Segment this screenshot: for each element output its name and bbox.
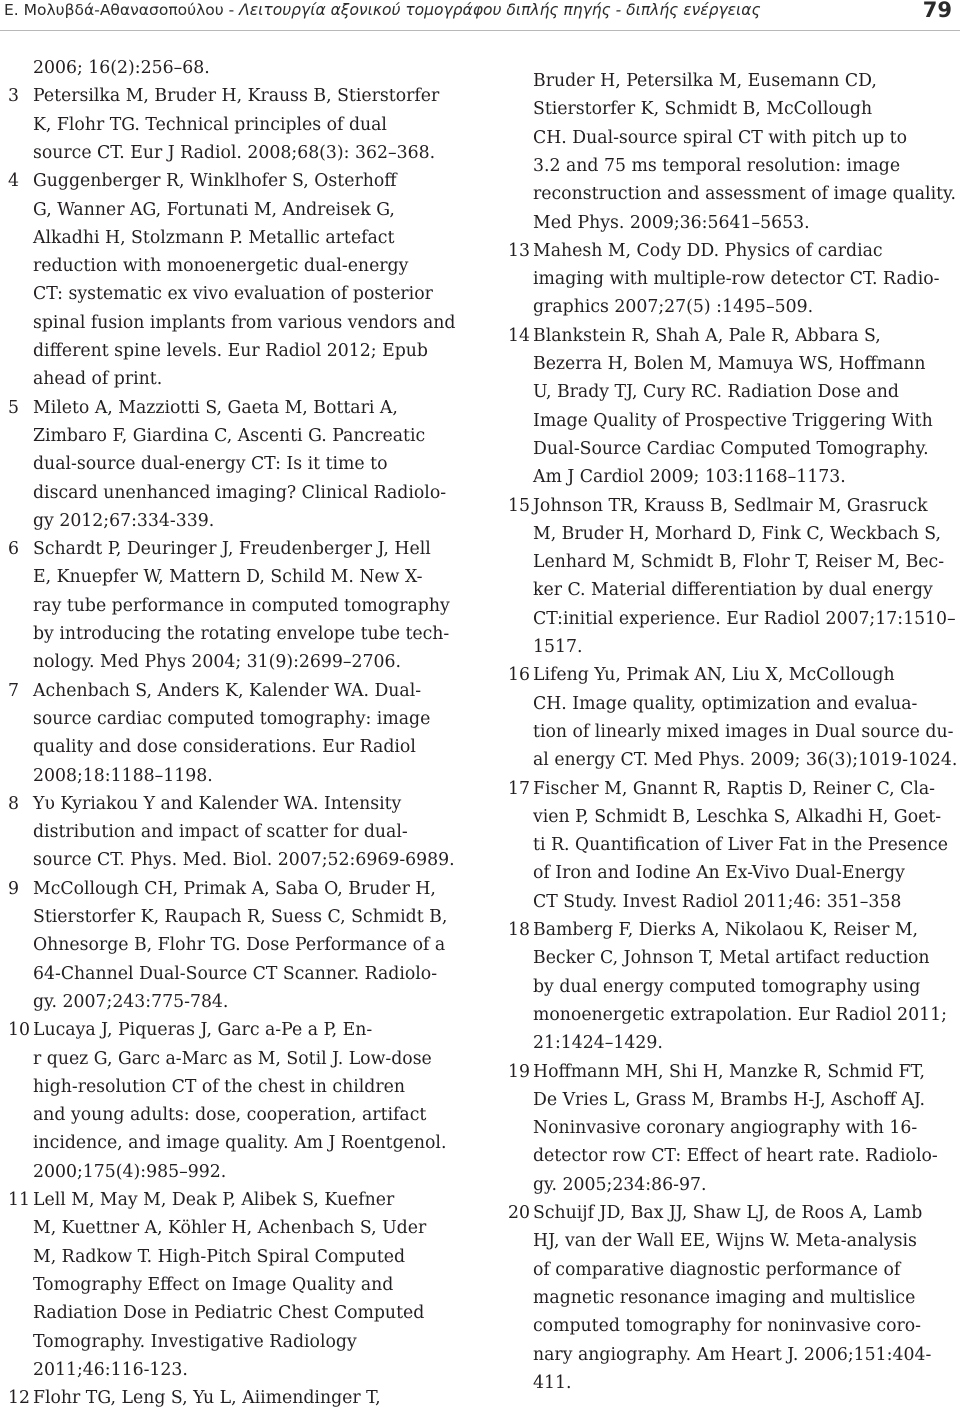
- reference-text-line: CT Study. Invest Radiol 2011;46: 351–358: [533, 891, 902, 912]
- reference-text-line: CH. Image quality, optimization and evalua-: [533, 693, 918, 714]
- reference-text-line: Lell M, May M, Deak P, Alibek S, Kuefner: [33, 1190, 395, 1210]
- reference-text-line: 2006; 16(2):256–68.: [33, 58, 210, 78]
- reference-text-line: al energy CT. Med Phys. 2009; 36(3);1019-1024.: [533, 750, 958, 771]
- header-article-title: Λειτουργία αξονικού τομογράφου διπλής πηγής - διπλής ενέργειας: [239, 1, 761, 19]
- reference-text-line: Ohnesorge B, Flohr TG. Dose Performance of a: [33, 935, 446, 956]
- reference-text-line: Fischer M, Gnannt R, Raptis D, Reiner C, Cla-: [533, 778, 935, 799]
- reference-text-line: detector row CT: Effect of heart rate. Radiolo-: [533, 1146, 938, 1167]
- reference-text-line: ti R. Quantification of Liver Fat in the Presence: [533, 835, 948, 856]
- reference-text-line: Stierstorfer K, Schmidt B, McCollough: [533, 99, 873, 120]
- header-divider: [0, 30, 960, 31]
- reference-text-line: Becker C, Johnson T, Metal artifact reduction: [533, 948, 930, 969]
- reference-text-line: Zimbaro F, Giardina C, Ascenti G. Pancreatic: [33, 425, 426, 446]
- reference-text-line: HJ, van der Wall EE, Wijns W. Meta-analysis: [533, 1231, 917, 1252]
- reference-number: 20: [508, 1203, 530, 1223]
- reference-text-line: Schardt P, Deuringer J, Freudenberger J, Hell: [33, 539, 431, 560]
- reference-text-line: of Iron and Iodine An Ex-Vivo Dual-Energy: [533, 863, 905, 884]
- reference-text-line: Bezerra H, Bolen M, Mamuya WS, Hoffmann: [533, 354, 926, 374]
- reference-text-line: Noninvasive coronary angiography with 16-: [533, 1118, 918, 1139]
- reference-text-line: 411.: [533, 1372, 572, 1393]
- reference-text-line: gy 2012;67:334-339.: [33, 510, 215, 531]
- reference-text-line: Alkadhi H, Stolzmann P. Metallic artefact: [33, 227, 395, 248]
- reference-text-line: ker C. Material differentiation by dual energy: [533, 580, 933, 601]
- reference-text-line: 21:1424–1429.: [533, 1033, 663, 1054]
- reference-number: 10: [8, 1020, 30, 1041]
- reference-text-line: imaging with multiple-row detector CT. Radio-: [533, 269, 940, 290]
- reference-text-line: Dual-Source Cardiac Computed Tomography.: [533, 438, 929, 459]
- reference-text-line: Mahesh M, Cody DD. Physics of cardiac: [533, 240, 883, 261]
- reference-text-line: graphics 2007;27(5) :1495–509.: [533, 297, 814, 318]
- reference-text-line: Tomography. Investigative Radiology: [33, 1331, 357, 1352]
- reference-text-line: CT:initial experience. Eur Radiol 2007;17:1510–: [533, 608, 956, 629]
- running-header-title: [4, 1, 761, 19]
- reference-text-line: magnetic resonance imaging and multislice: [533, 1287, 916, 1308]
- reference-number: 9: [8, 878, 19, 899]
- reference-text-line: Yυ Kyriakou Y and Kalender WA. Intensity: [33, 793, 402, 814]
- reference-number: 18: [508, 920, 530, 940]
- reference-number: 6: [8, 539, 19, 560]
- reference-text-line: ray tube performance in computed tomography: [33, 595, 450, 616]
- reference-text-line: vien P, Schmidt B, Leschka S, Alkadhi H, Goet-: [533, 806, 942, 827]
- reference-text-line: Flohr TG, Leng S, Yu L, Aiimendinger T,: [33, 1388, 381, 1409]
- reference-text-line: distribution and impact of scatter for dual-: [33, 822, 408, 843]
- reference-number: 14: [508, 325, 530, 346]
- reference-text-line: monoenergetic extrapolation. Eur Radiol 2011;: [533, 1004, 947, 1025]
- reference-text-line: nology. Med Phys 2004; 31(9):2699–2706.: [33, 652, 402, 673]
- running-header: [0, 0, 960, 36]
- reference-number: 7: [8, 680, 19, 701]
- reference-text-line: 1517.: [533, 637, 583, 657]
- reference-text-line: Image Quality of Prospective Triggering With: [533, 410, 933, 431]
- reference-number: 11: [8, 1190, 30, 1210]
- reference-text-line: high-resolution CT of the chest in children: [33, 1076, 405, 1097]
- reference-text-line: Stierstorfer K, Raupach R, Suess C, Schmidt B,: [33, 907, 448, 927]
- reference-text-line: 2000;175(4):985–992.: [33, 1161, 227, 1182]
- reference-text-line: Med Phys. 2009;36:5641–5653.: [533, 212, 810, 233]
- reference-text-line: nary angiography. Am Heart J. 2006;151:404-: [533, 1344, 932, 1365]
- reference-text-line: r quez G, Garc a-Marc as M, Sotil J. Low-dose: [33, 1048, 432, 1069]
- reference-text-line: G, Wanner AG, Fortunati M, Andreisek G,: [33, 199, 395, 220]
- reference-text-line: discard unenhanced imaging? Clinical Radiolo-: [33, 482, 447, 503]
- reference-text-line: Bamberg F, Dierks A, Nikolaou K, Reiser M,: [533, 920, 919, 940]
- reference-text-line: Hoffmann MH, Shi H, Manzke R, Schmid FT,: [533, 1061, 925, 1082]
- reference-text-line: dual-source dual-energy CT: Is it time to: [33, 454, 388, 475]
- reference-text-line: spinal fusion implants from various vendors and: [33, 312, 456, 333]
- reference-text-line: K, Flohr TG. Technical principles of dual: [33, 114, 387, 135]
- reference-text-line: Radiation Dose in Pediatric Chest Computed: [33, 1303, 425, 1324]
- reference-number: 3: [8, 86, 19, 107]
- header-authors: Ε. Μολυβδά-Αθανασοπούλου -: [4, 1, 240, 19]
- reference-text-line: CT: systematic ex vivo evaluation of posterior: [33, 284, 433, 305]
- reference-number: 5: [8, 397, 19, 418]
- reference-text-line: 3.2 and 75 ms temporal resolution: image: [533, 155, 901, 176]
- reference-text-line: Johnson TR, Krauss B, Sedlmair M, Grasruck: [533, 495, 928, 516]
- reference-text-line: McCollough CH, Primak A, Saba O, Bruder H,: [33, 878, 436, 899]
- reference-text-line: E, Knuepfer W, Mattern D, Schild M. New X-: [33, 567, 423, 588]
- reference-text-line: De Vries L, Grass M, Brambs H-J, Aschoff AJ.: [533, 1089, 925, 1110]
- reference-text-line: M, Kuettner A, Köhler H, Achenbach S, Uder: [33, 1218, 427, 1239]
- reference-text-line: source CT. Eur J Radiol. 2008;68(3): 362–368.: [33, 142, 436, 163]
- reference-text-line: computed tomography for noninvasive coro-: [533, 1316, 922, 1337]
- reference-text-line: reduction with monoenergetic dual-energy: [33, 256, 409, 277]
- reference-text-line: Lifeng Yu, Primak AN, Liu X, McCollough: [533, 665, 895, 686]
- reference-number: 12: [8, 1388, 30, 1409]
- reference-text-line: Petersilka M, Bruder H, Krauss B, Stierstorfer: [33, 86, 440, 107]
- reference-text-line: source CT. Phys. Med. Biol. 2007;52:6969-6989.: [33, 850, 455, 871]
- reference-number: 15: [508, 495, 530, 516]
- reference-number: 19: [508, 1061, 530, 1082]
- reference-text-line: Lucaya J, Piqueras J, Garc a-Pe a P, En-: [33, 1020, 373, 1041]
- reference-text-line: Guggenberger R, Winklhofer S, Osterhoff: [33, 171, 397, 192]
- reference-text-line: M, Radkow T. High-Pitch Spiral Computed: [33, 1246, 406, 1267]
- reference-text-line: gy. 2007;243:775-784.: [33, 991, 229, 1012]
- reference-text-line: Schuijf JD, Bax JJ, Shaw LJ, de Roos A, Lamb: [533, 1203, 923, 1223]
- reference-text-line: incidence, and image quality. Am J Roentgenol.: [33, 1133, 447, 1154]
- reference-text-line: Bruder H, Petersilka M, Eusemann CD,: [533, 71, 877, 91]
- reference-number: 16: [508, 665, 530, 686]
- reference-text-line: reconstruction and assessment of image quality.: [533, 184, 957, 205]
- page-number: 79: [922, 0, 952, 22]
- reference-text-line: different spine levels. Eur Radiol 2012; Epub: [33, 341, 428, 361]
- reference-text-line: CH. Dual-source spiral CT with pitch up to: [533, 127, 908, 148]
- reference-text-line: Blankstein R, Shah A, Pale R, Abbara S,: [533, 325, 881, 346]
- reference-text-line: 2011;46:116-123.: [33, 1359, 188, 1380]
- reference-number: 17: [508, 778, 530, 799]
- reference-text-line: M, Bruder H, Morhard D, Fink C, Weckbach S,: [533, 523, 942, 544]
- reference-text-line: Am J Cardiol 2009; 103:1168–1173.: [533, 467, 846, 488]
- reference-text-line: Achenbach S, Anders K, Kalender WA. Dual-: [33, 680, 422, 701]
- reference-text-line: by dual energy computed tomography using: [533, 976, 921, 997]
- reference-number: 13: [508, 240, 530, 261]
- reference-text-line: 2008;18:1188–1198.: [33, 765, 213, 786]
- reference-text-line: U, Brady TJ, Cury RC. Radiation Dose and: [533, 382, 899, 403]
- reference-text-line: and young adults: dose, cooperation, artifact: [33, 1105, 427, 1126]
- reference-text-line: quality and dose considerations. Eur Radiol: [33, 737, 416, 758]
- reference-text-line: 64-Channel Dual-Source CT Scanner. Radiolo-: [33, 963, 438, 984]
- reference-text-line: source cardiac computed tomography: image: [33, 708, 431, 729]
- reference-text-line: Lenhard M, Schmidt B, Flohr T, Reiser M, Bec-: [533, 552, 945, 573]
- reference-text-line: Mileto A, Mazziotti S, Gaeta M, Bottari A,: [33, 397, 398, 418]
- reference-number: 8: [8, 793, 19, 814]
- reference-text-line: ahead of print.: [33, 369, 163, 390]
- reference-number: 4: [8, 171, 19, 192]
- reference-text-line: Tomography Effect on Image Quality and: [33, 1274, 394, 1295]
- reference-text-line: of comparative diagnostic performance of: [533, 1259, 901, 1280]
- reference-text-line: by introducing the rotating envelope tube tech-: [33, 624, 450, 644]
- reference-text-line: tion of linearly mixed images in Dual source du-: [533, 721, 954, 742]
- reference-text-line: gy. 2005;234:86-97.: [533, 1174, 707, 1195]
